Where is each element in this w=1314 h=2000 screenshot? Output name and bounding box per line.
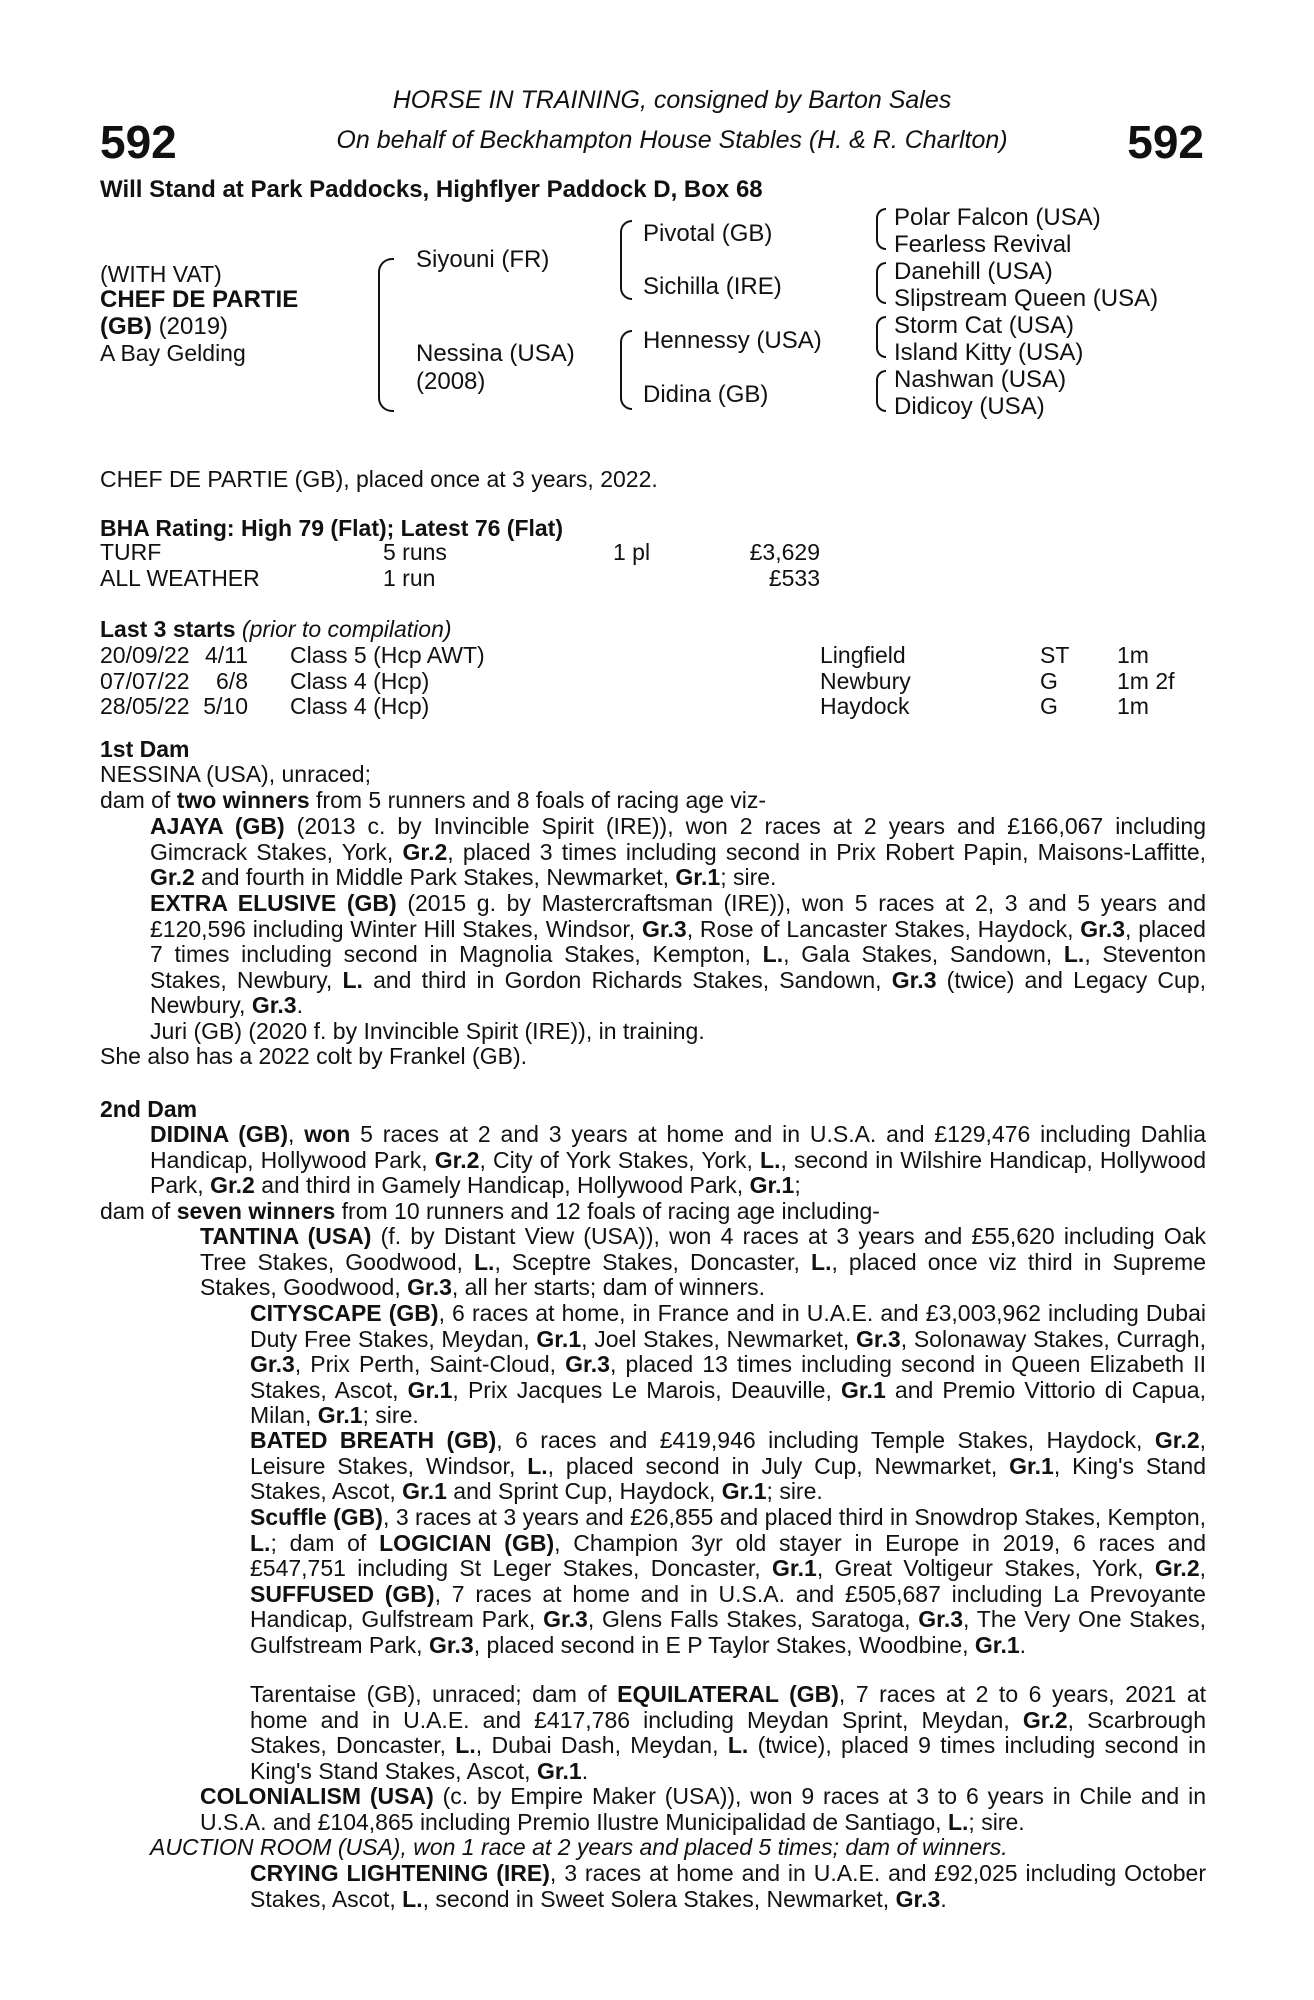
pedigree-dam: Nessina (USA) [416,340,575,367]
text: , placed 7 times including second in Magnolia Stakes, Kempton, [150,915,1206,968]
progeny-colonialism [200,1784,1206,1835]
grade: Gr.2 [210,1172,255,1199]
pedigree-g6: Island Kitty (USA) [894,339,1084,366]
text: , Joel Stakes, Newmarket, [581,1325,856,1352]
progeny-tantina [200,1224,1206,1301]
text: from 10 runners and 12 foals of racing age including- [335,1198,880,1224]
grade: Gr.1 [772,1555,817,1582]
start-race: Class 4 (Hcp) [290,693,430,719]
grade: Gr.1 [675,864,721,891]
text: , Rose of Lancaster Stakes, Haydock, [686,915,1081,942]
horse-year: (2019) [158,313,229,340]
lot-number-left: 592 [100,116,177,168]
text: , Leisure Stakes, Windsor, [250,1427,1207,1479]
text: (2015 g. by Mastercraftsman (IRE)), won 5 races at 2, 3 and 5 years and £120,596 including Winter Hill Stakes, Windsor, [150,890,1206,942]
text: , Prix Perth, Saint-Cloud, [294,1351,566,1378]
pedigree-sire-sire: Pivotal (GB) [643,220,773,247]
grade: L. [762,941,784,968]
start-course: Newbury [820,668,911,694]
start-date: 28/05/22 [100,693,190,719]
pedigree-brace-1 [378,258,394,412]
grade: Gr.1 [1009,1452,1054,1479]
text: 5 races at 2 and 3 years at home and in U.S.A. and £129,476 including Dahlia Handicap, Hollywood Park, [150,1121,1207,1173]
text: (2013 c. by Invincible Spirit (IRE)), won 2 races at 2 years and £166,067 including Gimcrack Stakes, York, [150,813,1206,865]
text: Tarentaise (GB), unraced; dam of [250,1681,618,1707]
text: , The Very One Stakes, Gulfstream Park, [250,1606,1206,1658]
second-dam-didina [150,1122,1206,1199]
text: dam of [100,787,177,813]
progeny-bated-breath [250,1428,1206,1505]
pedigree-brace-3c [876,316,886,358]
stand-location: Will Stand at Park Paddocks, Highflyer Paddock D, Box 68 [100,176,763,203]
text: (twice) and Legacy Cup, Newbury, [150,966,1206,1019]
pedigree-brace-2b [620,330,632,410]
start-going: G [1040,693,1058,719]
progeny-note: She also has a 2022 colt by Frankel (GB). [100,1043,527,1069]
progeny-auction-room: AUCTION ROOM (USA), won 1 race at 2 years and placed 5 times; dam of winners. [150,1834,1008,1860]
text: , placed second in July Cup, Newmarket, [547,1452,1010,1479]
text: ; sire. [720,864,777,891]
last-starts-title: Last 3 starts [100,616,236,642]
grade: Gr.1 [840,1376,886,1403]
progeny-juri: Juri (GB) (2020 f. by Invincible Spirit (IRE)), in training. [150,1018,705,1044]
text: won [304,1121,351,1147]
pedigree-g3: Danehill (USA) [894,258,1053,285]
text: ; sire. [766,1478,823,1505]
text: , Champion 3yr old stayer in Europe in 2019, 6 races and £547,751 including St Leger Stakes, Doncaster, [250,1529,1206,1582]
text: , [288,1121,305,1147]
horse-name: EQUILATERAL (GB) [617,1681,839,1707]
winners-count: two winners [176,787,310,813]
grade: Gr.2 [150,864,195,891]
horse-origin: (GB) [100,313,152,340]
pedigree-g2: Fearless Revival [894,231,1072,258]
pedigree-g7: Nashwan (USA) [894,366,1067,393]
text: from 5 runners and 8 foals of racing age viz- [309,787,767,813]
grade: Gr.1 [974,1631,1020,1658]
bha-rating: BHA Rating: High 79 (Flat); Latest 76 (Flat) [100,515,563,541]
horse-description: A Bay Gelding [100,340,246,366]
rating-surface: TURF [100,539,162,565]
horse-name: CRYING LIGHTENING (IRE) [250,1860,550,1886]
text: , Gala Stakes, Sandown, [783,941,1064,968]
start-date: 20/09/22 [100,642,190,668]
text: , placed second in E P Taylor Stakes, Woodbine, [473,1631,975,1658]
horse-name: CITYSCAPE (GB) [250,1300,439,1326]
text: , Dubai Dash, Meydan, [475,1732,728,1759]
text: . [581,1757,589,1784]
text: ; sire. [968,1808,1025,1835]
start-date: 07/07/22 [100,668,190,694]
text: and Sprint Cup, Haydock, [446,1478,722,1505]
progeny-scuffle [250,1505,1206,1659]
last-starts-heading [100,617,452,643]
text: and Premio Vittorio di Capua, Milan, [250,1376,1206,1429]
text: , 3 races at 3 years and £26,855 and placed third in Snowdrop Stakes, Kempton, [382,1504,1206,1530]
text: , second in Wilshire Handicap, Hollywood Park, [150,1146,1206,1199]
grade: Gr.3 [1080,915,1126,942]
progeny-cityscape [250,1301,1206,1429]
pedigree-dam-dam: Didina (GB) [643,381,769,408]
start-position: 5/10 [203,693,248,719]
text: . [296,992,303,1019]
grade: L. [473,1248,495,1275]
second-dam-heading: 2nd Dam [100,1096,198,1122]
start-going: ST [1040,642,1070,668]
progeny-ajaya [150,814,1206,891]
start-distance: 1m [1117,642,1149,668]
horse-name: CHEF DE PARTIE [100,286,299,313]
start-position: 4/11 [204,642,248,668]
vendor-line: On behalf of Beckhampton House Stables (H. & R. Charlton) [336,126,1008,154]
text: , 7 races at home and in U.S.A. and £505,687 including La Prevoyante Handicap, Gulfstream Park, [250,1580,1206,1633]
grade: Gr.3 [565,1351,610,1378]
grade: L. [527,1452,548,1479]
pedigree-g4: Slipstream Queen (USA) [894,285,1159,312]
grade: Gr.1 [407,1376,453,1403]
start-course: Haydock [820,693,910,719]
grade: L. [727,1732,749,1759]
grade: L. [342,966,363,993]
text: (twice), placed 9 times including second in King's Stand Stakes, Ascot, [250,1732,1207,1784]
first-dam-name: NESSINA (USA), unraced; [100,761,371,787]
horse-name: Scuffle (GB) [250,1504,383,1530]
text: , placed once viz third in Supreme Stakes, Goodwood, [200,1248,1206,1301]
grade: L. [455,1732,476,1759]
horse-origin-year [100,313,228,341]
pedigree-g1: Polar Falcon (USA) [894,204,1101,231]
progeny-tarentaise [250,1682,1206,1784]
text: . [940,1885,947,1912]
winners-count: seven winners [176,1198,336,1224]
grade: L. [811,1248,832,1275]
grade: Gr.3 [895,1885,941,1912]
pedigree-g8: Didicoy (USA) [894,393,1045,420]
text: , all her starts; dam of winners. [451,1274,766,1301]
pedigree-brace-3d [876,370,886,412]
text: and fourth in Middle Park Stakes, Newmarket, [194,864,676,891]
first-dam-heading: 1st Dam [100,736,190,762]
first-dam-record [100,788,766,814]
grade: L. [250,1529,271,1556]
text: , 7 races at 2 to 6 years, 2021 at home and in U.A.E. and £417,786 including Meydan Sprint, Meydan, [250,1681,1206,1733]
rating-placed: 1 pl [613,539,651,565]
grade: Gr.3 [428,1631,474,1658]
pedigree-dam-sire: Hennessy (USA) [643,327,822,354]
grade: Gr.3 [543,1606,588,1633]
text: , second in Sweet Solera Stakes, Newmarket, [422,1885,896,1912]
horse-name: BATED BREATH (GB) [250,1427,497,1453]
text: and third in Gordon Richards Stakes, Sandown, [362,966,892,993]
rating-prize: £533 [768,565,820,591]
rating-runs: 1 run [383,565,436,591]
text: , 6 races and £419,946 including Temple Stakes, Haydock, [496,1427,1155,1453]
text: , Scarbrough Stakes, Doncaster, [250,1706,1206,1759]
text: , Great Voltigeur Stakes, York, [816,1555,1155,1582]
pedigree-brace-2a [620,220,632,300]
horse-name: EXTRA ELUSIVE (GB) [150,890,397,916]
grade: L. [1063,941,1085,968]
text: , Glens Falls Stakes, Saratoga, [587,1606,919,1633]
text: . [1019,1631,1027,1658]
grade: Gr.2 [1154,1555,1200,1582]
start-position: 6/8 [216,668,248,694]
text: , Steventon Stakes, Newbury, [150,941,1206,993]
start-going: G [1040,668,1058,694]
text: , Prix Jacques Le Marois, Deauville, [452,1376,841,1403]
text: and third in Gamely Handicap, Hollywood Park, [254,1172,750,1199]
grade: Gr.1 [402,1478,447,1505]
pedigree-dam-year: (2008) [416,368,486,395]
pedigree-g5: Storm Cat (USA) [894,312,1075,339]
horse-name: SUFFUSED (GB) [250,1580,435,1607]
grade: Gr.1 [721,1478,767,1505]
grade: Gr.3 [855,1325,901,1352]
grade: Gr.2 [402,838,448,865]
text: , 3 races at home and in U.A.E. and £92,025 including October Stakes, Ascot, [250,1860,1206,1912]
grade: L. [760,1146,781,1173]
grade: Gr.3 [918,1606,964,1633]
text: dam of [100,1198,177,1224]
grade: Gr.3 [251,992,297,1019]
text: ; [794,1172,801,1199]
grade: Gr.3 [891,966,937,993]
grade: Gr.2 [434,1146,480,1173]
grade: L. [947,1808,969,1835]
consignment-line: HORSE IN TRAINING, consigned by Barton Sales [392,86,952,114]
start-distance: 1m [1117,693,1149,719]
start-race: Class 4 (Hcp) [290,668,430,694]
text: , Sceptre Stakes, Doncaster, [494,1248,812,1275]
progeny-extra-elusive [150,891,1206,1019]
text: ; sire. [362,1402,419,1429]
grade: Gr.1 [536,1325,582,1352]
rating-prize: £3,629 [749,539,820,565]
grade: Gr.1 [749,1172,795,1199]
pedigree-sire-dam: Sichilla (IRE) [643,273,782,300]
pedigree-brace-3b [876,262,886,304]
start-race: Class 5 (Hcp AWT) [290,642,485,668]
text: , [1199,1555,1207,1582]
horse-name: AJAYA (GB) [150,813,285,839]
second-dam-record [100,1199,880,1225]
race-summary: CHEF DE PARTIE (GB), placed once at 3 years, 2022. [100,466,658,492]
lot-number-right: 592 [1127,116,1204,168]
progeny-crying-lightening [250,1861,1206,1912]
text: , placed 3 times including second in Prix Robert Papin, Maisons-Laffitte, [447,838,1206,865]
pedigree-brace-3a [876,208,886,250]
start-distance: 1m 2f [1117,668,1175,694]
start-course: Lingfield [820,642,906,668]
horse-name: LOGICIAN (GB) [379,1529,555,1556]
grade: Gr.3 [641,915,687,942]
vat-label: (WITH VAT) [100,261,222,287]
rating-surface: ALL WEATHER [100,565,260,591]
text: (f. by Distant View (USA)), won 4 races at 3 years and £55,620 including Oak Tree Stakes, Goodwood, [200,1223,1207,1275]
horse-name: COLONIALISM (USA) [200,1783,434,1809]
grade: Gr.3 [407,1274,452,1301]
text: , 6 races at home, in France and in U.A.E. and £3,003,962 including Dubai Duty Free Stakes, Meydan, [250,1300,1206,1352]
horse-name: TANTINA (USA) [200,1223,372,1249]
pedigree-sire: Siyouni (FR) [416,246,550,273]
text: , Solonaway Stakes, Curragh, [900,1325,1206,1352]
text: (c. by Empire Maker (USA)), won 9 races at 3 to 6 years in Chile and in U.S.A. and £104,865 including Premio Ilustre Municipalidad de Santiago, [200,1783,1206,1835]
grade: Gr.2 [1154,1427,1200,1453]
text: , City of York Stakes, York, [479,1146,761,1173]
grade: Gr.1 [317,1402,363,1429]
text: , King's Stand Stakes, Ascot, [250,1452,1206,1505]
grade: Gr.2 [1022,1706,1068,1733]
rating-runs: 5 runs [383,539,447,565]
text: ; dam of [270,1529,380,1556]
grade: Gr.1 [536,1757,582,1784]
text: , placed 13 times including second in Queen Elizabeth II Stakes, Ascot, [250,1351,1206,1403]
last-starts-note: (prior to compilation) [241,616,452,642]
horse-name: DIDINA (GB) [150,1121,289,1147]
grade: Gr.3 [250,1351,295,1378]
grade: L. [402,1885,423,1912]
